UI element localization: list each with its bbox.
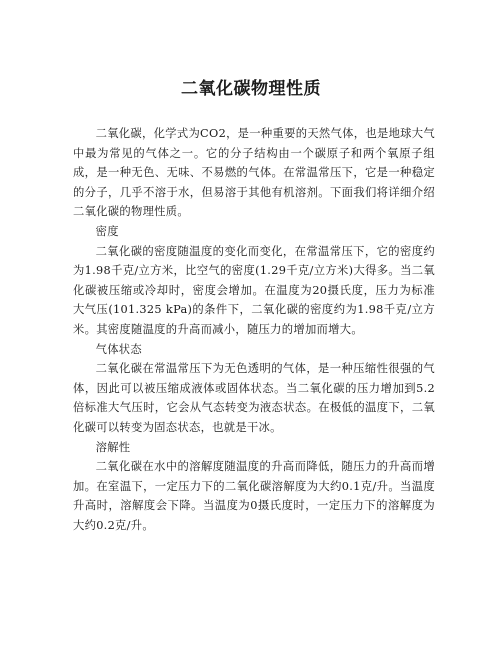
- section-heading-gas-state: 气体状态: [95, 342, 142, 356]
- section-paragraph-solubility: 二氧化碳在水中的溶解度随温度的升高而降低，随压力的升高而增加。在室温下，一定压力下的二氧化碳溶解度为大约0.1克/升。当温度升高时，溶解度会下降。当温度为0摄氏度时，一定压力下的溶解度为大约0.2克/升。: [73, 460, 435, 532]
- section-paragraph-density: 二氧化碳的密度随温度的变化而变化，在常温常压下，它的密度约为1.98千克/立方米，比空气的密度(1.29千克/立方米)大得多。当二氧化碳被压缩或冷却时，密度会增加。在温度为20摄氏度，压力为标准大气压(101.325 kPa)的条件下，二氧化碳的密度约为1.98千克/立方米。其密度随温度的升高而减小，随压力的增加而增大。: [73, 244, 435, 336]
- section-heading-solubility: 溶解性: [95, 440, 131, 454]
- intro-paragraph: 二氧化碳，化学式为CO2，是一种重要的天然气体，也是地球大气中最为常见的气体之一。它的分子结构由一个碳原子和两个氧原子组成，是一种无色、无味、不易燃的气体。在常温常压下，它是一种稳定的分子，几乎不溶于水，但易溶于其他有机溶剂。下面我们将详细介绍二氧化碳的物理性质。: [73, 127, 435, 219]
- section-heading-density: 密度: [95, 224, 119, 238]
- document-title: 二氧化碳物理性质: [181, 79, 321, 99]
- section-paragraph-gas-state: 二氧化碳在常温常压下为无色透明的气体，是一种压缩性很强的气体，因此可以被压缩成液体或固体状态。当二氧化碳的压力增加到5.2倍标准大气压时，它会从气态转变为液态状态。在极低的温度下，二氧化碳可以转变为固态状态，也就是干冰。: [73, 362, 435, 434]
- document-body: [73, 124, 435, 535]
